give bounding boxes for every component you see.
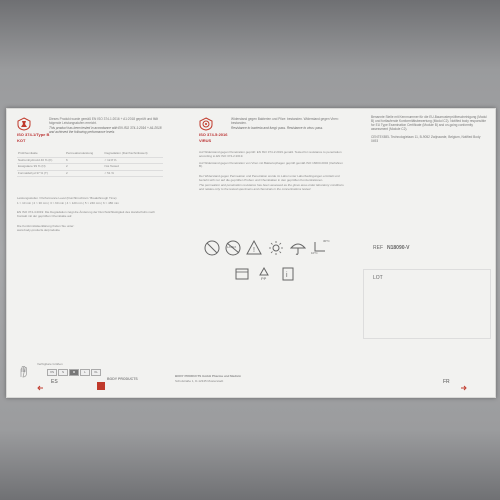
table-header: Degradation (Durchschnittswert) — [104, 151, 163, 157]
forward-arrow-icon — [459, 379, 467, 397]
ref-label: REF — [373, 245, 383, 251]
table-row — [17, 170, 163, 177]
sun-icon — [267, 239, 287, 257]
degradation-note: EN ISO 374-4:2019: Die Degradation zeigt die Änderung der Durchstichfestigkeit des Handschuhs nach Kontakt mit der geprüften Chemikalie auf. — [17, 210, 155, 218]
umbrella-icon — [289, 239, 309, 257]
temp-max-label: 30°C — [323, 239, 330, 243]
lang-es: ES — [51, 379, 58, 385]
return-arrow-icon — [37, 379, 45, 397]
glove-box-back-panel — [6, 108, 496, 398]
table-cell: 6 — [65, 157, 104, 164]
table-cell: Not Tested — [104, 164, 163, 171]
table-cell: < 12.8 % — [104, 157, 163, 164]
disclaimer-de: Der Widerstand gegen Permeation und Penetration wurde im Labor unter Laborbedingungen ermittelt und bezieht sich nur auf die geprüften Proben und Chemikalien in den geprüften Konzentrationen. — [199, 174, 340, 182]
thermometer-icon — [311, 239, 331, 257]
table-row — [17, 157, 163, 164]
left-intro: Dieses Produkt wurde gemäß EN ISO 374-1:2016 + A1:2018 geprüft und fällt folgende Leistungsstufen erreicht. — [49, 117, 158, 125]
penetration-text: Auf Widerstand gegen Penetration geprüft: EN ISO 374-2:2019 gemäß. Tested for resistance to penetration according to EN ISO 374-2:2019. — [199, 150, 342, 158]
company-address: Schulstraße 1, D-12345 Musterstadt — [175, 378, 224, 383]
recycling-icon — [255, 265, 275, 283]
company-name: BODY PRODUCTS GmbH Pharma und Medizin — [175, 374, 242, 378]
chemical-flask-icon — [17, 117, 31, 131]
conformity-note: Die Konformitätserklärung finden Sie unter: — [17, 223, 75, 228]
symbol-row — [203, 239, 353, 295]
middle-standard: ISO 374-5:2016 — [199, 132, 228, 137]
table-cell: Natriumhydroxid 40 % (K) — [17, 157, 65, 164]
biohazard-icon — [199, 117, 213, 131]
middle-code: VIRUS — [199, 138, 212, 143]
no-reuse-icon — [203, 239, 223, 257]
lang-fr: FR — [443, 379, 450, 385]
table-cell: Essigsäure 99 % (N) — [17, 164, 65, 171]
svg-text:PP: PP — [261, 276, 267, 281]
instructions-icon — [279, 265, 299, 283]
sizes-label: Verfügbare Größen — [37, 362, 63, 366]
notified-body-text: Benannte Stelle mit Kennnummer für die EU-Baumusterprüfbescheinigung (Modul B) und fortlaufende Konformitätsbewertung (Modul C2). Notified body responsible for EU Type Examination Certificate (Module B) and on-going conformity assessment (Module C2). — [371, 115, 487, 131]
bottom-strip — [7, 362, 495, 397]
table-cell: 2 — [65, 164, 104, 171]
lot-area — [363, 269, 491, 339]
chemical-table — [17, 151, 163, 177]
table-cell: < 51 % — [104, 170, 163, 177]
table-header: Permeationsleistung — [65, 151, 104, 157]
warning-triangle-icon — [245, 239, 265, 257]
hand-icon — [17, 365, 31, 384]
table-row — [17, 164, 163, 171]
svg-text:i: i — [286, 272, 288, 279]
left-standard: ISO 374-1/Type B — [17, 132, 50, 137]
disclaimer-en: The permeation and penetration resistance has been assessed as the glove area under laboratory conditions and relates only to the tested specimens and chemicals in the concentrations tested. — [199, 182, 344, 191]
size-xl: XL — [91, 369, 101, 376]
size-s: S — [58, 369, 68, 376]
middle-intro-en: Resistance to bacteria and fungi: pass. Resistance to virus: pass. — [231, 126, 324, 130]
brand-name: BODY PRODUCTS — [107, 377, 138, 381]
middle-intro: Widerstand gegen Bakterien und Pilze: bestanden. Widerstand gegen Viren: bestanden. — [231, 117, 339, 125]
left-code: KOT — [17, 138, 26, 143]
latex-icon — [223, 239, 243, 257]
brand-logo — [97, 377, 105, 395]
notified-body-address: CENTEXBEL Technologielaan 11, B-9052 Zwijnaarde, Belgium, Notified Body 0493 — [371, 135, 481, 143]
performance-level-title: Leistungsstufen / Performance Level (Durchbruchzeit / Breakthrough Time) — [17, 196, 117, 200]
website-url: www.body-products.de/produkte — [17, 228, 60, 233]
performance-levels: 1 > 10 min | 2 > 30 min | 3 > 60 min | 4 > 120 min | 5 > 240 min | 6 > 480 min — [17, 200, 119, 205]
latex-label: LATEX — [227, 245, 237, 249]
ref-number: N18090-V — [387, 245, 410, 251]
table-header: Prüfchemikalie — [17, 151, 65, 157]
size-m: M — [69, 369, 79, 376]
right-column — [371, 115, 487, 144]
size-xs: XS — [47, 369, 57, 376]
virus-text: Auf Widerstand gegen Penetration von Viren mit Bakteriophagen geprüft gemäß ISO 16604:2004 (Verfahren B). — [199, 160, 343, 169]
left-intro-en: This product has been tested in accordance with EN ISO 374-1:2016 + A1:2018 and achieved the following performance levels — [49, 126, 162, 134]
size-selector — [47, 369, 101, 376]
lot-label: LOT — [373, 275, 383, 281]
packaging-icon — [233, 265, 253, 283]
size-l: L — [80, 369, 90, 376]
temp-min-label: 10°C — [311, 251, 318, 255]
table-cell: Formaldehyd 37 % (T) — [17, 170, 65, 177]
table-cell: 2 — [65, 170, 104, 177]
svg-text:!: ! — [253, 247, 255, 254]
